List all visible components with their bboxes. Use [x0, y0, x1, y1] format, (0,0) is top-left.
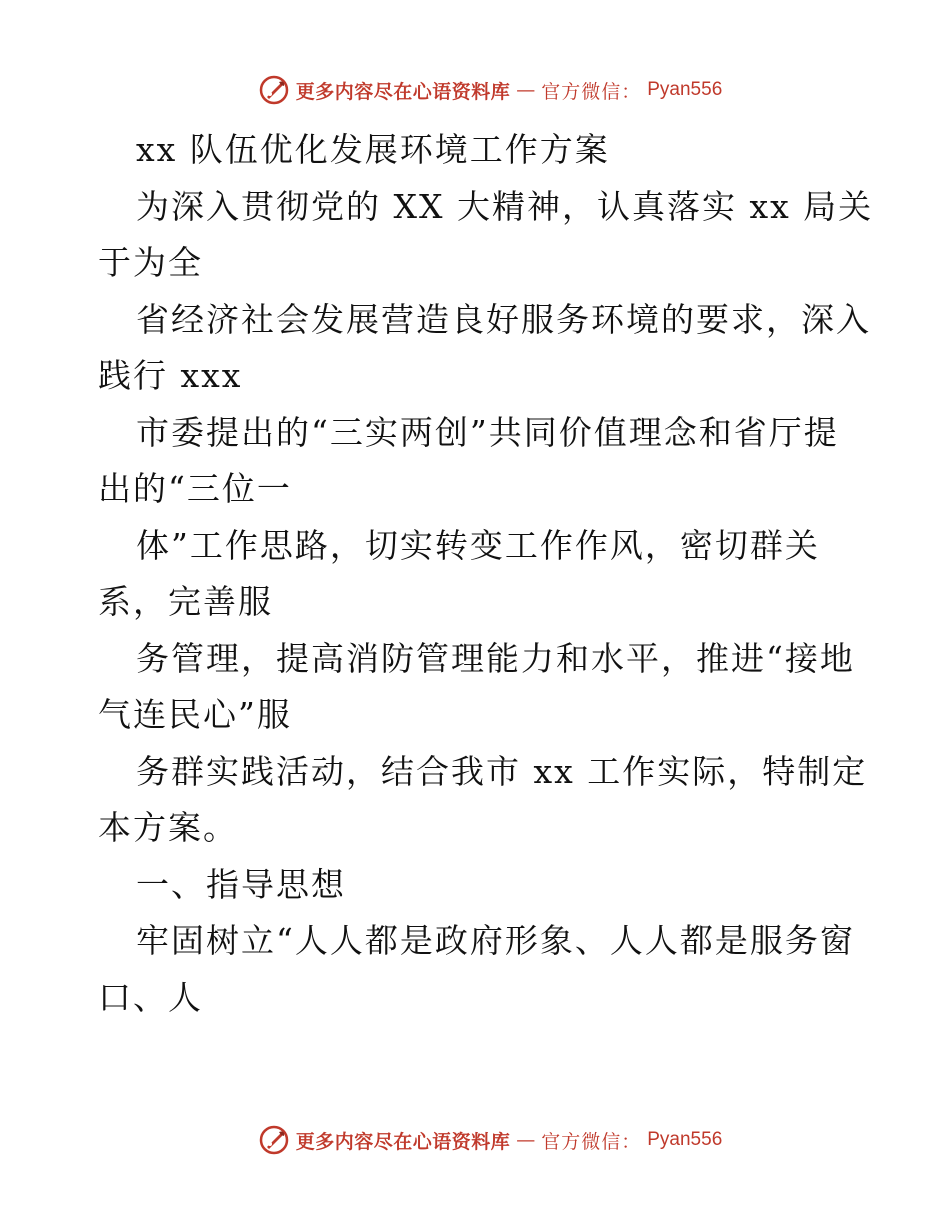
banner-wechat-id: Pyan556 — [647, 79, 723, 100]
banner-wechat-label: 官方微信： — [541, 1130, 642, 1153]
quill-logo-icon — [258, 74, 290, 106]
paragraph-line: 务管理，提高消防管理能力和水平，推进“接地 — [136, 638, 855, 678]
banner-dash: — — [516, 1129, 536, 1151]
banner-main-text: 更多内容尽在心语资料库 — [295, 1130, 511, 1153]
banner-wechat-id: Pyan556 — [647, 1129, 723, 1150]
paragraph-line: 系，完善服 — [98, 582, 273, 621]
paragraph-line: 气连民心”服 — [98, 695, 292, 734]
quill-logo-icon — [258, 1124, 290, 1156]
paragraph-line: 牢固树立“人人都是政府形象、人人都是服务窗 — [136, 921, 855, 960]
document-title: xx 队伍优化发展环境工作方案 — [136, 130, 610, 169]
section-heading: 一、指导思想 — [136, 864, 346, 904]
banner-wechat-label: 官方微信： — [541, 80, 642, 103]
paragraph-line: 市委提出的“三实两创”共同价值理念和省厅提 — [136, 412, 839, 452]
paragraph-line: 省经济社会发展营造良好服务环境的要求，深入 — [136, 299, 871, 339]
paragraph-line: 务群实践活动，结合我市 xx 工作实际，特制定 — [136, 751, 868, 791]
banner-main-text: 更多内容尽在心语资料库 — [295, 80, 511, 103]
paragraph-line: 本方案。 — [98, 808, 238, 847]
paragraph-line: 体”工作思路，切实转变工作作风，密切群关 — [136, 525, 820, 565]
document-body — [98, 122, 874, 1026]
header-banner — [0, 70, 950, 110]
paragraph-line: 践行 xxx — [98, 356, 243, 395]
paragraph-line: 口、人 — [98, 977, 203, 1017]
paragraph-line: 出的“三位一 — [98, 469, 292, 508]
footer-banner — [0, 1120, 950, 1160]
paragraph-line: 于为全 — [98, 243, 203, 282]
banner-dash: — — [516, 79, 536, 101]
paragraph-line: 为深入贯彻党的 XX 大精神，认真落实 xx 局关 — [136, 186, 874, 226]
